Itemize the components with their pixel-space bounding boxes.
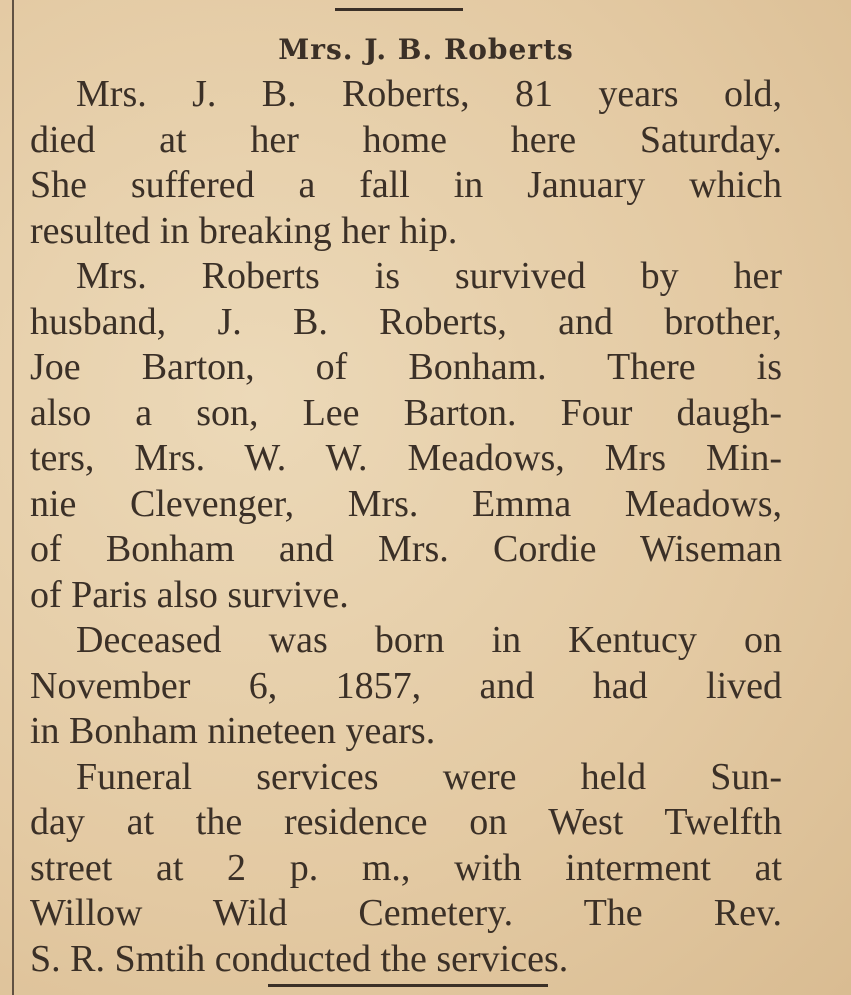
article-line: Mrs. Roberts is survived by her — [76, 255, 782, 297]
article-line: died at her home here Saturday. — [30, 118, 782, 161]
article-line: also a son, Lee Barton. Four daugh- — [30, 391, 782, 434]
article-line: street at 2 p. m., with interment at — [30, 846, 782, 889]
article-line: husband, J. B. Roberts, and brother, — [30, 300, 782, 343]
column-rule — [12, 0, 14, 995]
article-line: November 6, 1857, and had lived — [30, 664, 782, 707]
article-line: day at the residence on West Twelfth — [30, 801, 782, 843]
article-line: nie Clevenger, Mrs. Emma Meadows, — [30, 482, 782, 525]
article-line: Deceased was born in Kentucy on — [76, 619, 782, 661]
top-divider-rule — [335, 8, 463, 11]
article-line: in Bonham nineteen years. — [30, 710, 436, 752]
article-line: Willow Wild Cemetery. The Rev. — [30, 892, 782, 934]
article-line: She suffered a fall in January which — [30, 164, 782, 206]
article-line: S. R. Smtih conducted the services. — [30, 937, 569, 980]
article-line: ters, Mrs. W. W. Meadows, Mrs Min- — [30, 437, 782, 479]
obituary-article — [30, 30, 782, 982]
article-line: of Bonham and Mrs. Cordie Wiseman — [30, 528, 782, 570]
article-line: resulted in breaking her hip. — [30, 209, 458, 252]
article-line: Joe Barton, of Bonham. There is — [30, 346, 782, 388]
article-line: of Paris also survive. — [30, 573, 349, 616]
article-line: Mrs. J. B. Roberts, 81 years old, — [76, 73, 782, 115]
article-headline: Mrs. J. B. Roberts — [278, 33, 574, 66]
article-line: Funeral services were held Sun- — [76, 755, 782, 798]
bottom-divider-rule — [268, 984, 548, 987]
